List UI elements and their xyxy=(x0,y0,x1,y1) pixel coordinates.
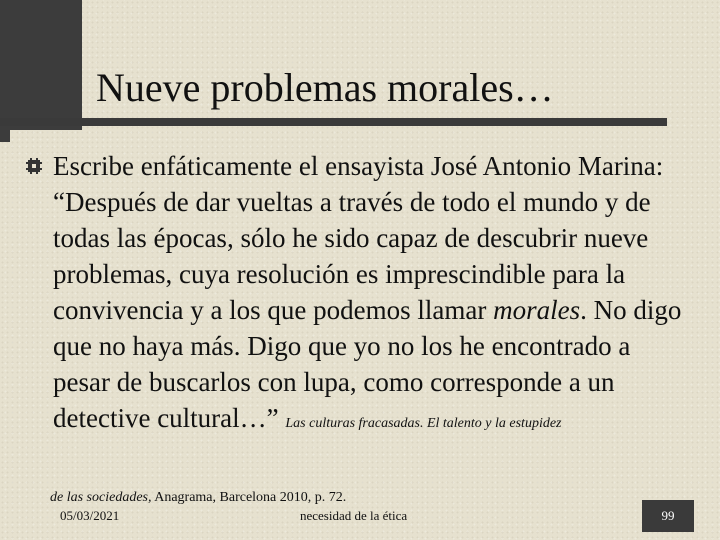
citation-line xyxy=(50,489,346,507)
footer-title: necesidad de la ética xyxy=(300,508,408,523)
page-number: 99 xyxy=(642,500,694,532)
slide-title: Nueve problemas morales… xyxy=(96,65,554,110)
quote-text-start: Escribe enfáticamente el ensayista José Antonio Marina: “Después de dar vueltas a través de todo el mundo y de todas las épocas, sólo he sido capaz de descubrir nueve problemas, cuya resolución es imprescindible para la convivencia y a los que podemos llamar xyxy=(53,151,664,325)
citation-rest: Anagrama, Barcelona 2010, p. 72. xyxy=(151,490,347,505)
square-bullet-icon xyxy=(26,158,42,174)
citation-italic: de las sociedades, xyxy=(50,490,152,505)
title-rule xyxy=(0,118,667,126)
citation-inline: Las culturas fracasadas. El talento y la estupidez xyxy=(285,416,562,431)
quote-text-end: . No digo que no haya más. Digo que yo no los he encontrado a pesar de buscarlos con lupa, como corresponde a un detective cultural…” xyxy=(53,295,682,433)
footer-date: 05/03/2021 xyxy=(60,508,120,523)
decorative-left-bar xyxy=(0,0,82,130)
quote-paragraph xyxy=(53,148,693,442)
decorative-left-bar-tip xyxy=(0,130,10,142)
quote-emphasis: morales xyxy=(493,295,581,325)
